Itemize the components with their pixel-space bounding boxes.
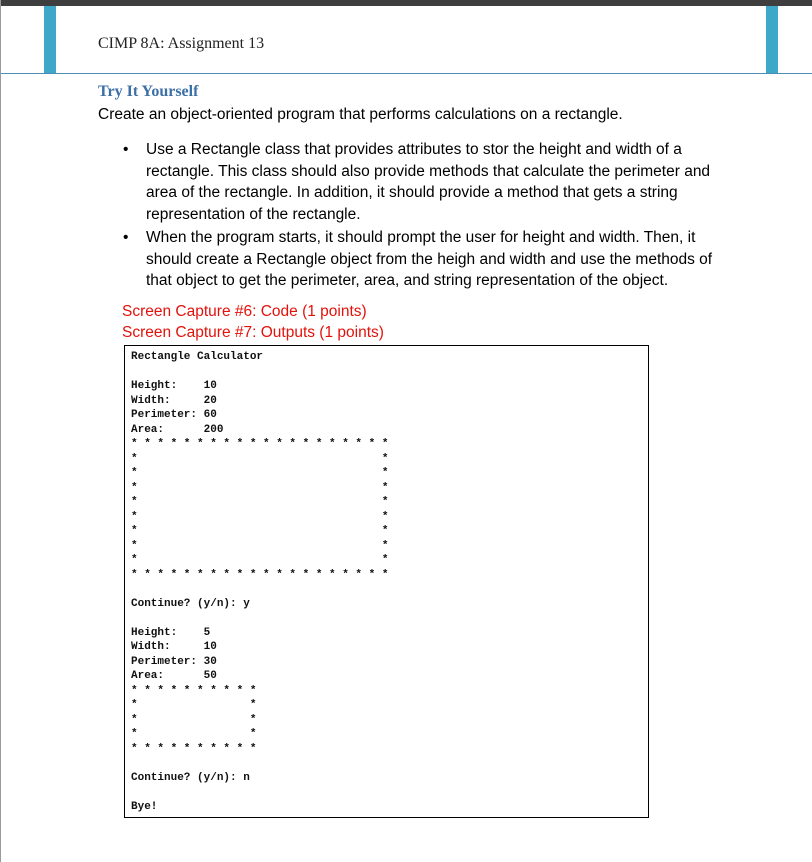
console-output-box [124,345,649,818]
screen-capture-code-label: Screen Capture #6: Code (1 points) [122,303,367,320]
section-heading: Try It Yourself [98,83,199,100]
requirements-list [98,139,738,294]
header-title: CIMP 8A: Assignment 13 [98,35,265,52]
header-accent-right [766,6,778,73]
top-bar [1,0,812,6]
header-rule [1,73,812,74]
bullet-icon: • [123,141,129,158]
list-item [98,227,738,292]
screen-capture-outputs-label: Screen Capture #7: Outputs (1 points) [122,324,384,341]
list-item-text: When the program starts, it should prompt the user for height and width. Then, it should create a Rectangle object from the heigh and width and use the methods of that object to get the perimeter, area, and string representation of the object. [146,229,713,289]
list-item-text: Use a Rectangle class that provides attributes to stor the height and width of a rectangle. This class should also provide methods that calculate the perimeter and area of the rectangle. In addition, it should provide a method that gets a string representation of the rectangle. [146,141,711,223]
intro-text: Create an object-oriented program that performs calculations on a rectangle. [98,106,623,123]
bullet-icon: • [123,229,129,246]
list-item [98,139,738,225]
header-accent-left [44,6,56,73]
console-output-text: Rectangle Calculator Height: 10 Width: 20 Perimeter: 60 Area: 200 * * * * * * * * * * * * * * * * * * * * * * * * * * * * * * * * * * * * * * * * * * * * * * * * * * * * * * * * Continue? (y/n): y Height: 5 Width: 10 Perimeter: 30 Area: 50 * * * * * * * * * * * * * * * * * * * * * * * * * * Continue? (y/n): n Bye! [131,351,389,813]
